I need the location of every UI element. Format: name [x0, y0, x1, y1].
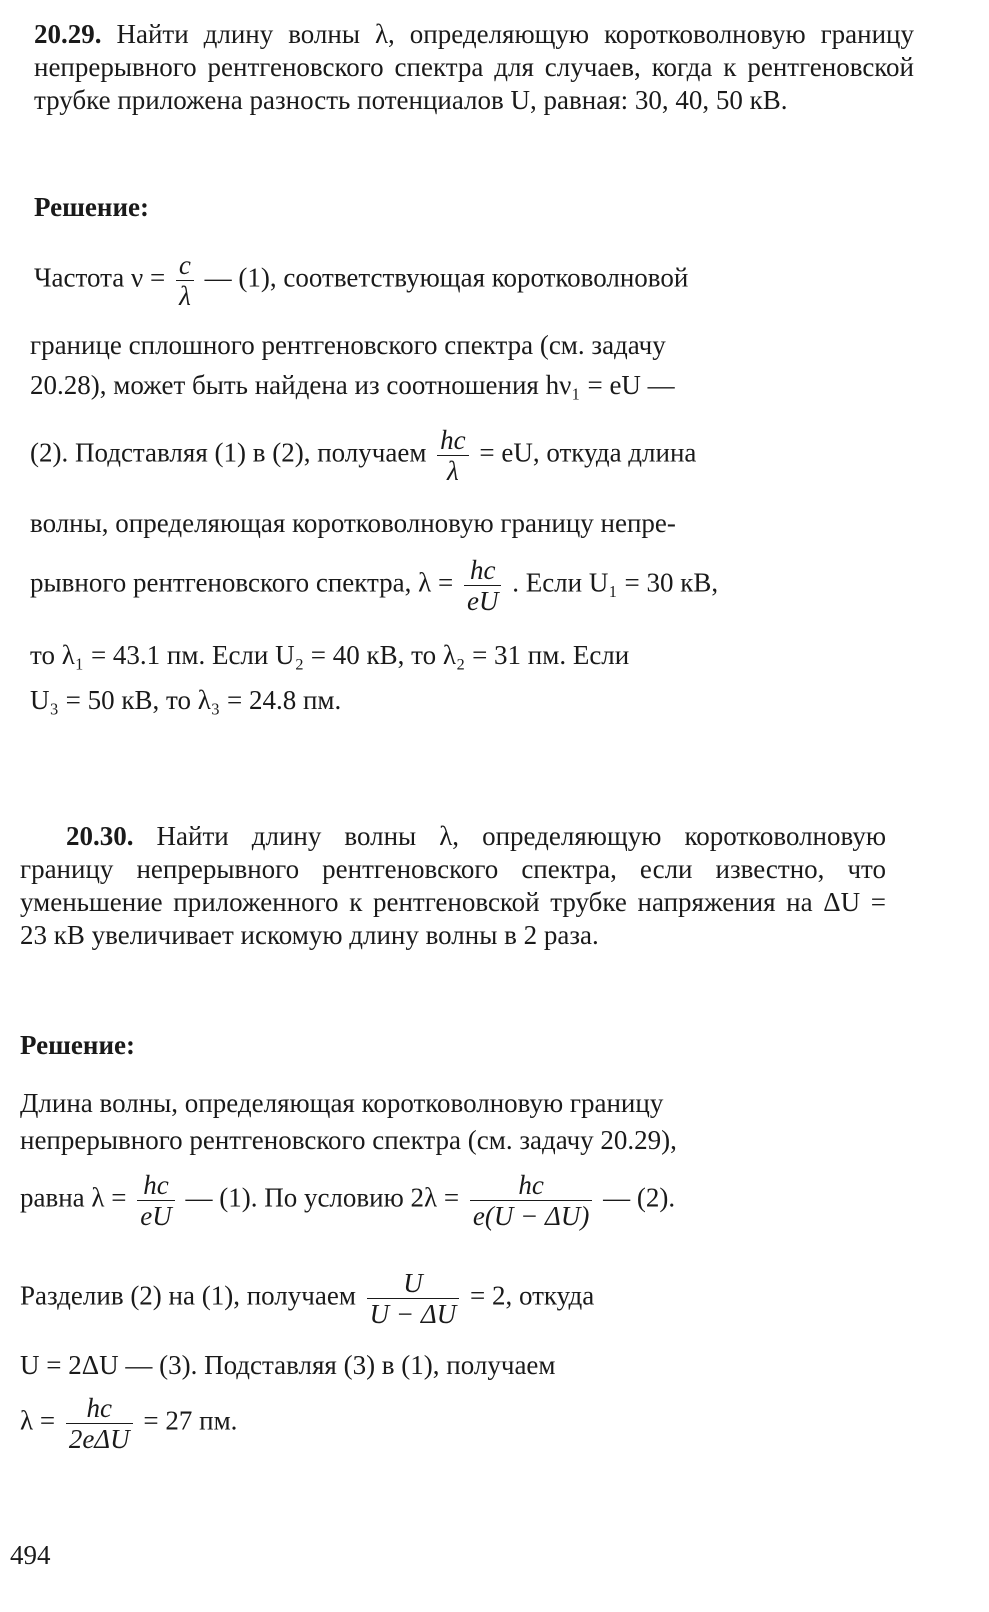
- solution-line: (2). Подставляя (1) в (2), получаем $\frac{hc}{\lambda}$ = eU, откуда длина: [30, 425, 697, 486]
- problem-20-30-statement: [20, 820, 886, 952]
- fraction: $\frac{hc}{e(U - \Delta U)}$: [470, 1170, 593, 1231]
- solution-line: 20.28), может быть найдена из соотношения hν₁ = eU —: [30, 370, 675, 400]
- problem-number: 20.30.: [66, 821, 134, 851]
- fraction: $\frac{U}{U - \Delta U}$: [367, 1268, 460, 1329]
- solution-line: рывного рентгеновского спектра, λ = $\frac{hc}{eU}$ . Если U₁ = 30 кВ,: [30, 555, 719, 616]
- solution-line: волны, определяющая коротковолновую границу непре-: [30, 508, 676, 538]
- fraction: $\frac{hc}{\text{2eΔU}}$: [66, 1393, 133, 1454]
- fraction: $\frac{hc}{eU}$: [464, 555, 501, 616]
- problem-number: 20.29.: [34, 19, 102, 49]
- solution-heading: Решение:: [20, 1030, 135, 1060]
- solution-line: U₃ = 50 кВ, то λ₃ = 24.8 пм.: [30, 685, 342, 715]
- fraction: $\frac{c}{\lambda}$: [176, 250, 194, 311]
- solution-line: непрерывного рентгеновского спектра (см. задачу 20.29),: [20, 1125, 677, 1155]
- solution-line: U = 2ΔU — (3). Подставляя (3) в (1), получаем: [20, 1350, 556, 1380]
- fraction: $\frac{hc}{\lambda}$: [437, 425, 468, 486]
- solution-line: границе сплошного рентгеновского спектра (см. задачу: [30, 330, 666, 360]
- solution-line: Частота ν = $\frac{c}{\lambda}$ — (1), соответствующая коротковолновой: [34, 250, 689, 311]
- fraction: $\frac{hc}{eU}$: [137, 1170, 174, 1231]
- solution-heading: Решение:: [34, 192, 149, 222]
- problem-text: Найти длину волны λ, определяющую коротковолновую границу непрерывного рентгеновского спектра для случаев, когда к рентгеновской трубке приложена разность потенциалов U, равная: 30, 40, 50 кВ.: [34, 19, 915, 115]
- problem-text: Найти длину волны λ, определяющую коротковолновую границу непрерывного рентгеновского спектра, если известно, что уменьшение приложенного к рентгеновской трубке напряжения на ΔU = 23 кВ увеличивает искомую длину волны в 2 раза.: [20, 821, 887, 950]
- solution-line: то λ₁ = 43.1 пм. Если U₂ = 40 кВ, то λ₂ = 31 пм. Если: [30, 640, 630, 670]
- solution-line: равна λ = $\frac{hc}{eU}$ — (1). По условию 2λ = $\frac{hc}{e(U - \Delta U)}$ — (2).: [20, 1170, 676, 1231]
- page-number: 494: [10, 1540, 51, 1570]
- solution-line: Длина волны, определяющая коротковолновую границу: [20, 1088, 664, 1118]
- solution-line: Разделив (2) на (1), получаем $\frac{U}{U - \Delta U}$ = 2, откуда: [20, 1268, 595, 1329]
- solution-line: λ = $\frac{hc}{\text{2eΔU}}$ = 27 пм.: [20, 1393, 238, 1454]
- problem-20-29-statement: [34, 18, 914, 117]
